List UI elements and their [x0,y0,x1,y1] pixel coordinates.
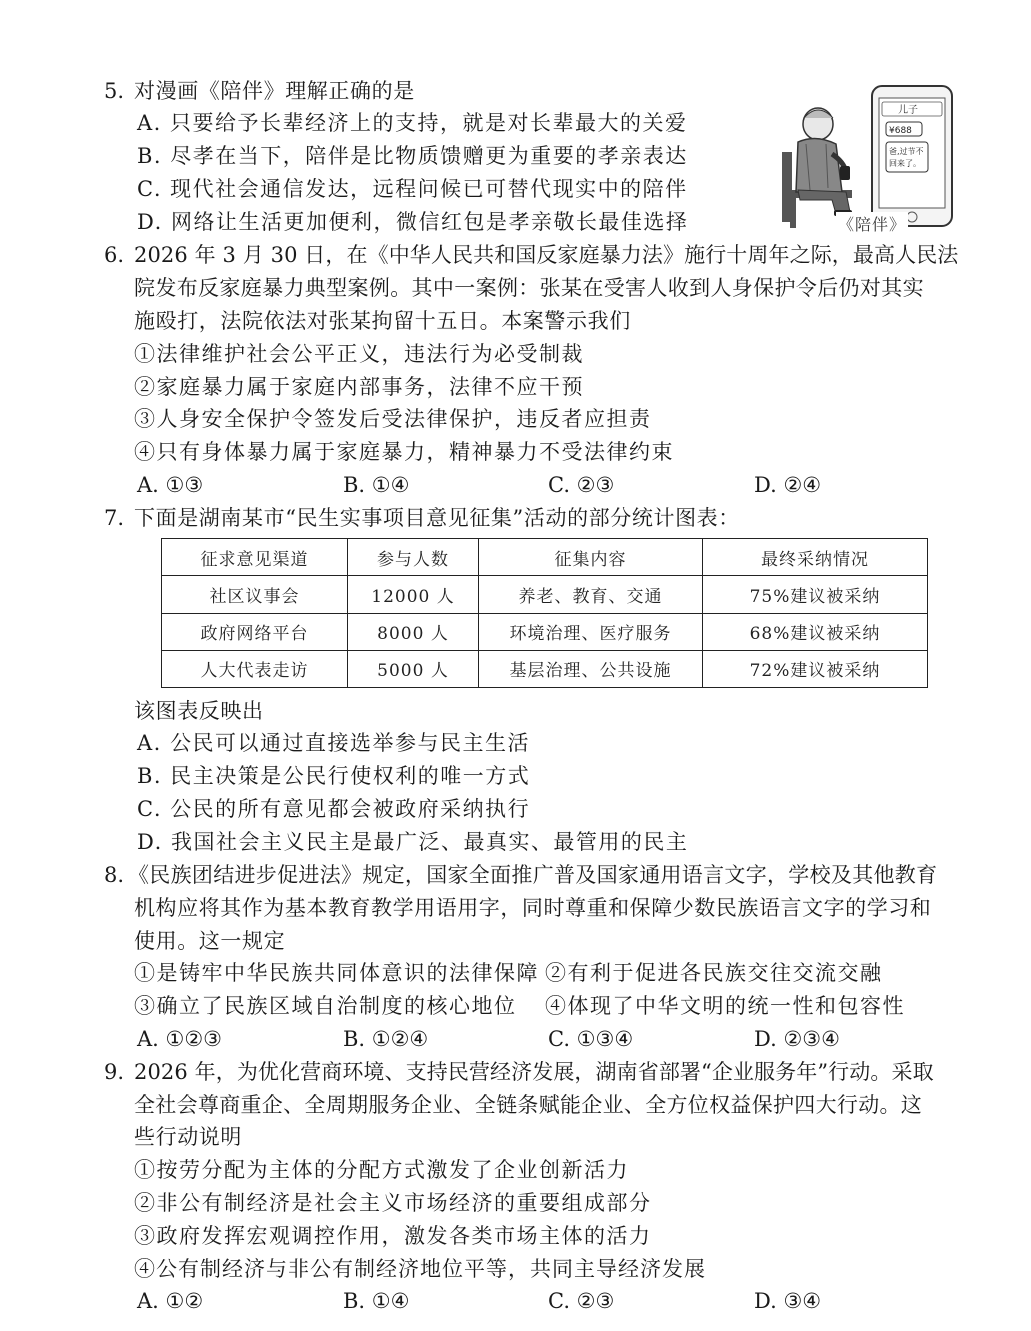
red-packet-amount: ¥688 [889,126,912,136]
q6-choice-c: C. ②③ [548,473,615,497]
q8-number: 8. [104,863,125,887]
q7-option-d: D. 我国社会主义民主是最广泛、最真实、最管用的民主 [137,830,689,854]
q6-choice-b: B. ①④ [343,473,410,497]
phone-illustration [872,86,952,226]
table-cell: 72%建议被采纳 [703,650,928,687]
q7-stem: 下面是湖南某市“民生实事项目意见征集”活动的部分统计图表： [134,506,740,530]
q9-statement-1: ①按劳分配为主体的分配方式激发了企业创新活力 [134,1158,629,1182]
q8-choice-a: A. ①②③ [137,1027,222,1051]
q7-after-text: 该图表反映出 [134,699,264,723]
q7-number: 7. [104,506,125,530]
q8-choice-c: C. ①③④ [548,1027,634,1051]
q8-choice-b: B. ①②④ [343,1027,429,1051]
q9-choice-d: D. ③④ [754,1289,822,1313]
q5-option-c: C. 现代社会通信发达，远程问候已可替代现实中的陪伴 [137,177,688,201]
q6-choice-d: D. ②④ [754,473,822,497]
q8-statement-4: ④体现了中华文明的统一性和包容性 [545,994,905,1018]
table-cell: 环境治理、医疗服务 [479,613,703,650]
q8-stem-line-3: 使用。这一规定 [134,929,286,953]
table-cell: 政府网络平台 [162,613,348,650]
q5-option-d: D. 网络让生活更加便利，微信红包是孝亲敬长最佳选择 [137,210,689,234]
table-cell: 基层治理、公共设施 [479,650,703,687]
q6-statement-3: ③人身安全保护令签发后受法律保护，违反者应担责 [134,407,652,431]
table-cell: 人大代表走访 [162,650,348,687]
q9-statement-3: ③政府发挥宏观调控作用，激发各类市场主体的活力 [134,1224,652,1248]
table-cell: 75%建议被采纳 [703,576,928,613]
q9-stem-line-2: 全社会尊商重企、全周期服务企业、全链条赋能企业、全方位权益保护四大行动。这 [134,1093,923,1117]
table-row [162,650,928,687]
elderly-man-illustration [796,108,852,216]
table-header-row [162,539,928,576]
q7-option-a: A. 公民可以通过直接选举参与民主生活 [137,731,531,755]
q8-choice-d: D. ②③④ [754,1027,840,1051]
q5-number: 5. [104,79,125,103]
table-cell: 养老、教育、交通 [479,576,703,613]
message-line-1: 爸,过节不 [889,147,924,156]
q9-choice-b: B. ①④ [343,1289,410,1313]
q9-statement-2: ②非公有制经济是社会主义市场经济的重要组成部分 [134,1191,652,1215]
table-header-cell: 征求意见渠道 [162,539,348,576]
table-cell: 社区议事会 [162,576,348,613]
q6-number: 6. [104,243,125,267]
q8-statement-1: ①是铸牢中华民族共同体意识的法律保障 [134,961,539,985]
q9-stem-line-1: 2026 年，为优化营商环境、支持民营经济发展，湖南省部署“企业服务年”行动。采取 [134,1060,934,1084]
q5-option-a: A. 只要给予长辈经济上的支持，就是对长辈最大的关爱 [137,111,688,135]
q6-stem-line-3: 施殴打，法院依法对张某拘留十五日。本案警示我们 [134,309,631,333]
table-header-cell: 征集内容 [479,539,703,576]
q8-statement-2: ②有利于促进各民族交往交流交融 [545,961,883,985]
q7-option-b: B. 民主决策是公民行使权利的唯一方式 [137,764,531,788]
q5-option-b: B. 尽孝在当下，陪伴是比物质馈赠更为重要的孝亲表达 [137,144,688,168]
q9-stem-line-3: 些行动说明 [134,1125,242,1149]
q9-choice-a: A. ①② [137,1289,204,1313]
q6-statement-4: ④只有身体暴力属于家庭暴力，精神暴力不受法律约束 [134,440,674,464]
q6-stem-line-2: 院发布反家庭暴力典型案例。其中一案例：张某在受害人收到人身保护令后仍对其实 [134,276,924,300]
q6-stem-line-1: 2026 年 3 月 30 日，在《中华人民共和国反家庭暴力法》施行十周年之际，最高人民法 [134,243,959,267]
q9-statement-4: ④公有制经济与非公有制经济地位平等，共同主导经济发展 [134,1257,706,1281]
q7-option-c: C. 公民的所有意见都会被政府采纳执行 [137,797,531,821]
table-cell: 8000 人 [348,613,479,650]
table-row [162,613,928,650]
q6-statement-2: ②家庭暴力属于家庭内部事务，法律不应干预 [134,375,584,399]
q8-statement-3: ③确立了民族区域自治制度的核心地位 [134,994,517,1018]
phone-contact-name: 儿子 [898,105,918,116]
survey-table [161,538,928,688]
table-cell: 12000 人 [348,576,479,613]
q6-choice-a: A. ①③ [137,473,204,497]
q9-choice-c: C. ②③ [548,1289,615,1313]
q8-stem-line-2: 机构应将其作为基本教育教学用语用字，同时尊重和保障少数民族语言文字的学习和 [134,896,932,920]
q9-number: 9. [104,1060,125,1084]
message-line-2: 回来了。 [889,159,921,168]
q8-stem-line-1: 《民族团结进步促进法》规定，国家全面推广普及国家通用语言文字，学校及其他教育 [128,863,938,887]
table-header-cell: 参与人数 [348,539,479,576]
table-cell: 68%建议被采纳 [703,613,928,650]
cartoon-caption: 《陪伴》 [836,212,908,235]
table-cell: 5000 人 [348,650,479,687]
q5-stem: 对漫画《陪伴》理解正确的是 [134,79,415,103]
table-row [162,576,928,613]
table-header-cell: 最终采纳情况 [703,539,928,576]
q6-statement-1: ①法律维护社会公平正义，违法行为必受制裁 [134,342,584,366]
